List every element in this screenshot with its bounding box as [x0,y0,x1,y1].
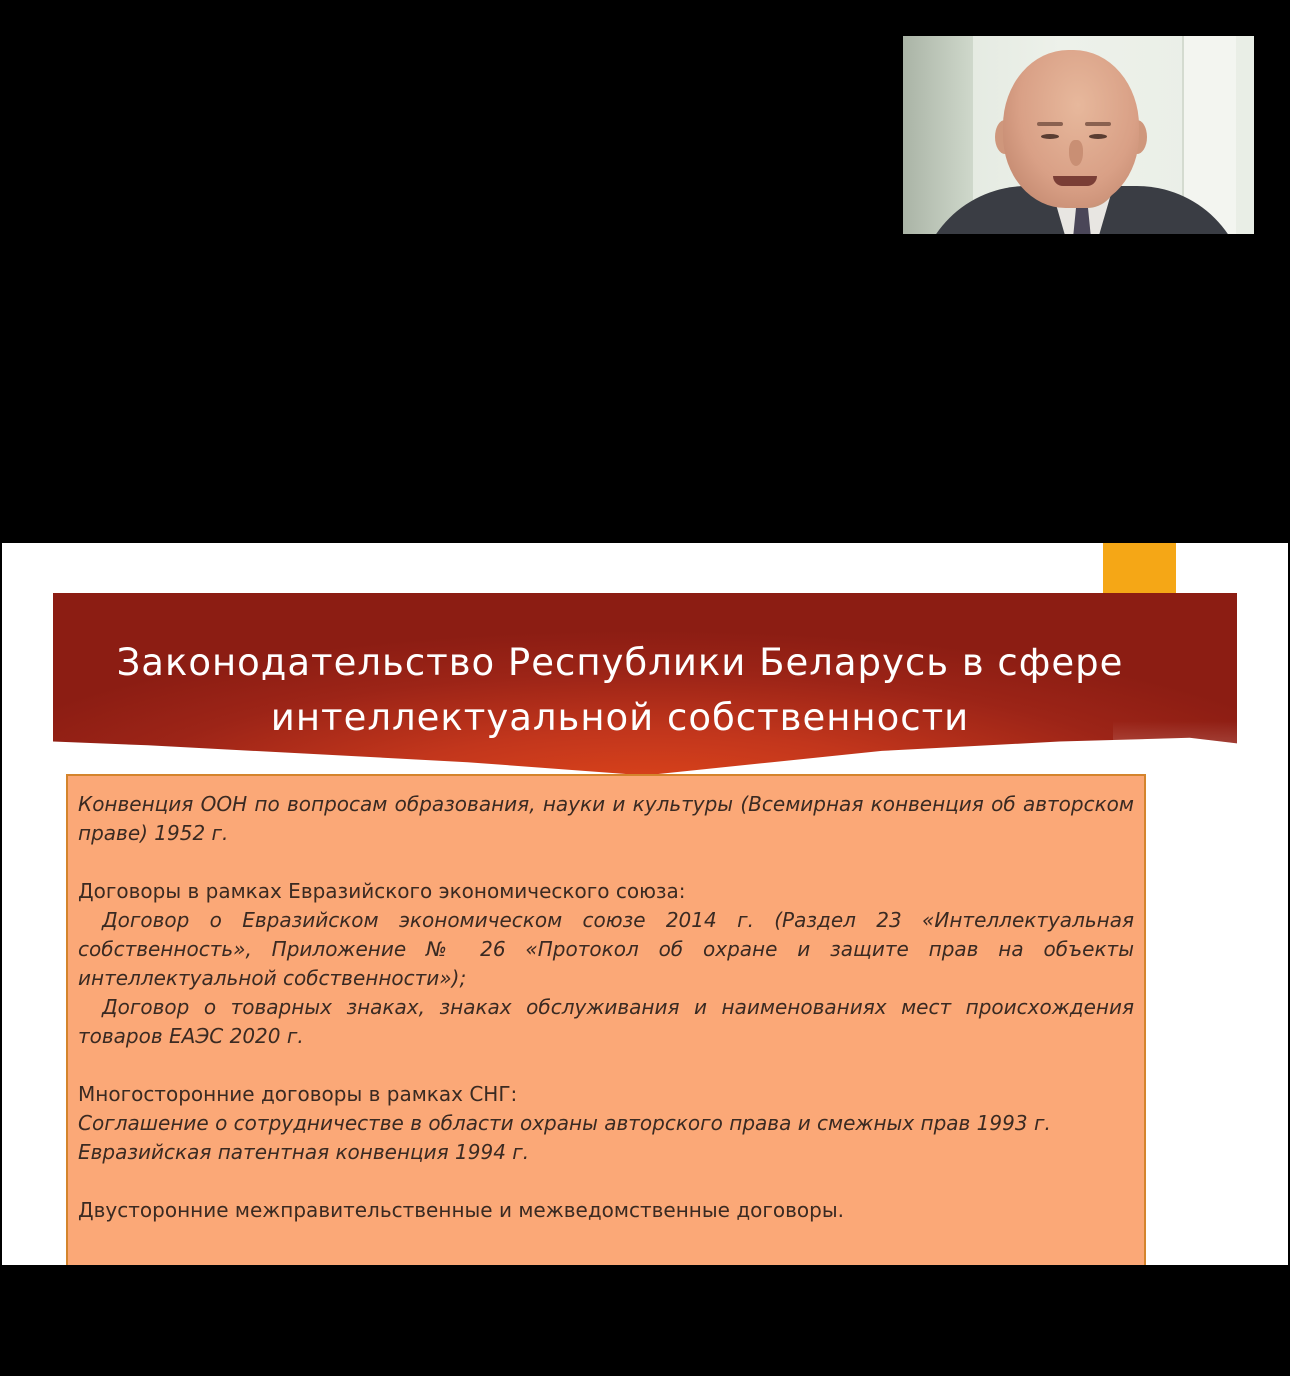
speaker-mouth [1053,176,1097,186]
paragraph-bilateral-treaties: Двусторонние межправительственные и межведомственные договоры. [78,1198,844,1222]
paragraph-unesco-convention: Конвенция ООН по вопросам образования, науки и культуры (Всемирная конвенция об авторском праве) 1952 г. [78,792,1134,845]
speaker-video-thumbnail[interactable] [903,36,1254,234]
speaker-brow-right [1085,122,1111,126]
speaker-figure [903,36,1254,234]
paragraph-eurasian-patent-convention: Евразийская патентная конвенция 1994 г. [78,1140,530,1164]
slide-title: Законодательство Республики Беларусь в сфере интеллектуальной собственности [116,641,1124,739]
paragraph-spacer [78,848,1134,877]
paragraph-eaeu-treaty: Договор о Евразийском экономическом союзе 2014 г. (Раздел 23 «Интеллектуальная собственность», Приложение № 26 «Протокол об охране и защите прав на объекты интеллектуальной собственности»); [78,908,1134,990]
presentation-slide [2,543,1288,1265]
speaker-eye-right [1089,134,1107,139]
paragraph-eaeu-trademarks: Договор о товарных знаках, знаках обслуживания и наименованиях мест происхождения товаров ЕАЭС 2020 г. [78,995,1134,1048]
speaker-nose [1069,140,1083,166]
paragraph-cis-copyright-agreement: Соглашение о сотрудничестве в области охраны авторского права и смежных прав 1993 г. [78,1111,1051,1135]
slide-content-box [66,774,1146,1265]
paragraph-spacer [78,1051,1134,1080]
speaker-eye-left [1041,134,1059,139]
paragraph-spacer [78,1167,1134,1196]
speaker-brow-left [1037,122,1063,126]
paragraph-cis-heading: Многосторонние договоры в рамках СНГ: [78,1082,518,1106]
paragraph-eaeu-heading: Договоры в рамках Евразийского экономического союза: [78,879,686,903]
